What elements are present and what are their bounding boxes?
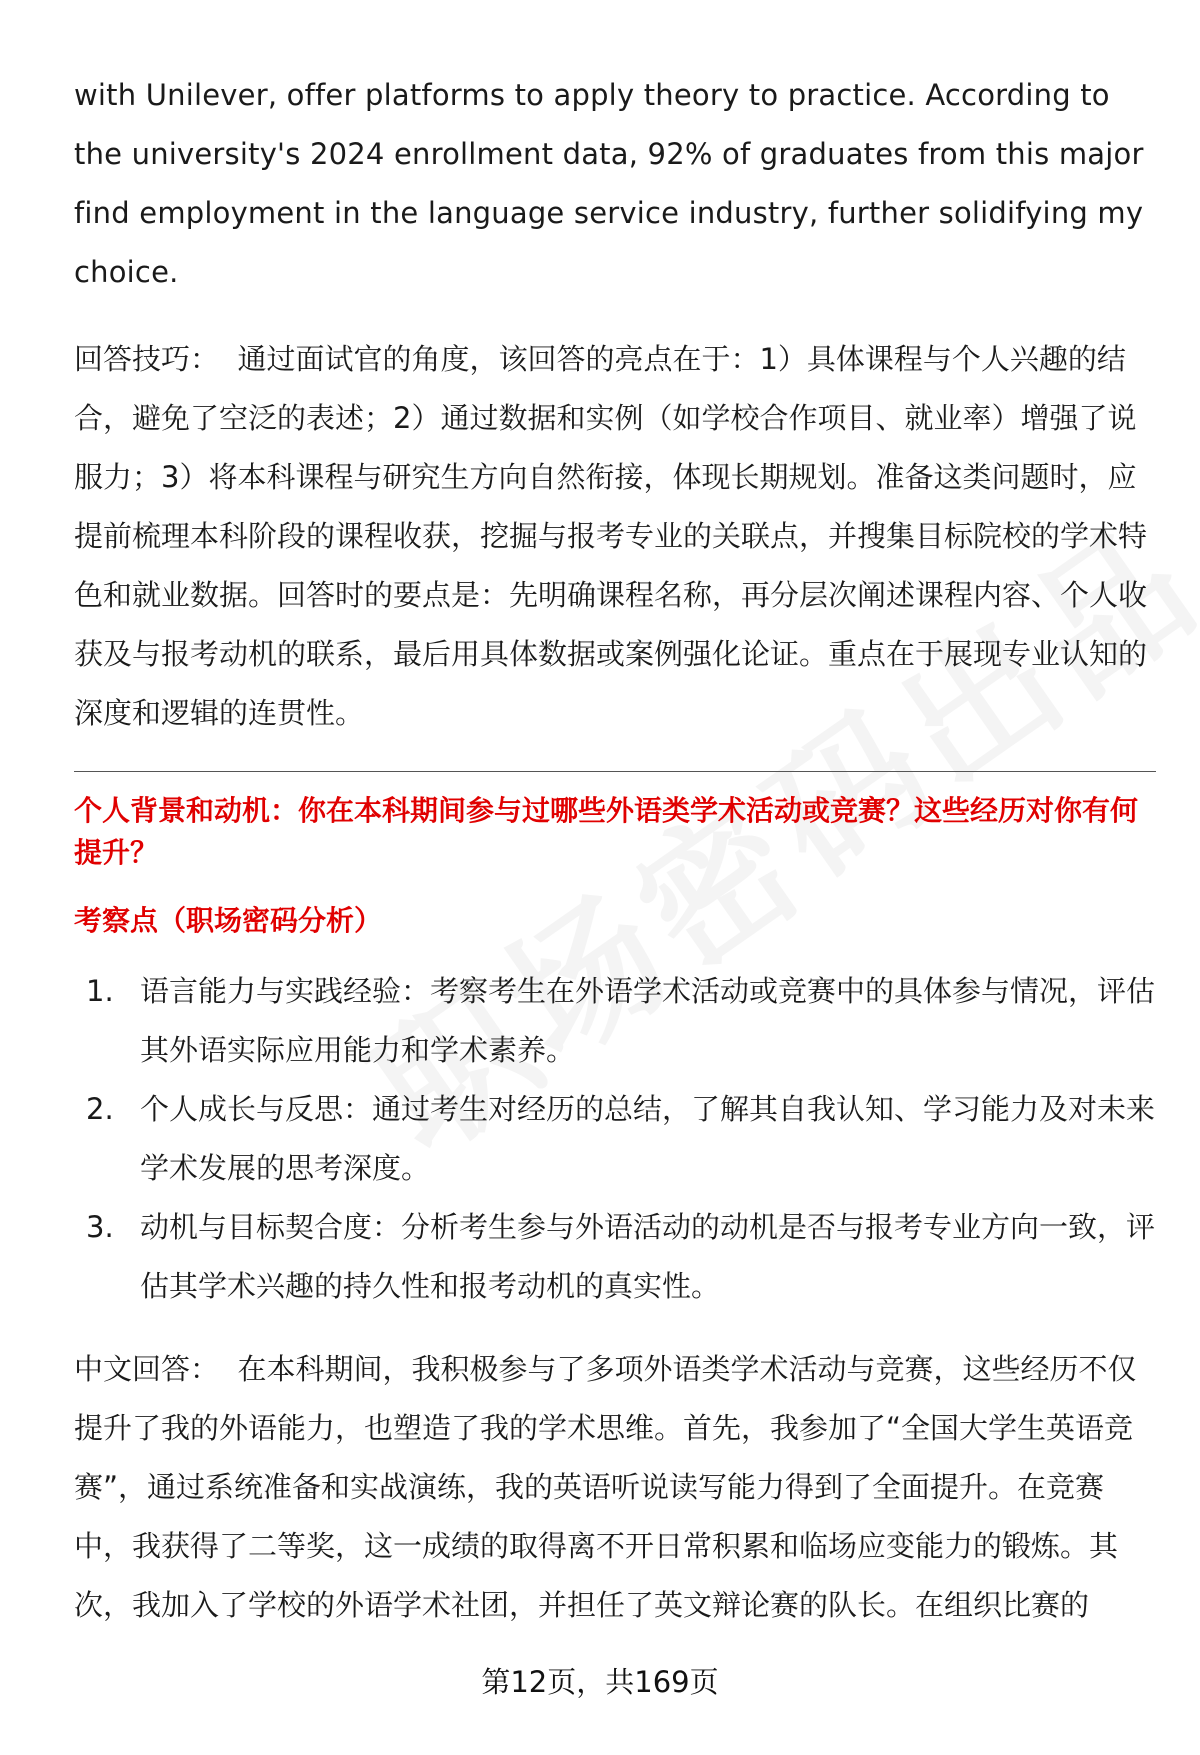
tips-label: 回答技巧： <box>74 342 220 376</box>
section-divider <box>74 771 1156 772</box>
analysis-heading: 考察点（职场密码分析） <box>74 904 383 937</box>
list-number: 2. <box>86 1092 114 1126</box>
answer-paragraph <box>74 1340 1156 1635</box>
answer-text: 在本科期间，我积极参与了多项外语类学术活动与竞赛，这些经历不仅提升了我的外语能力，也塑造了我的学术思维。首先，我参加了“全国大学生英语竞赛”，通过系统准备和实战演练，我的英语听说读写能力得到了全面提升。在竞赛中，我获得了二等奖，这一成绩的取得离不开日常积累和临场应变能力的锻炼。其次，我加入了学校的外语学术社团，并担任了英文辩论赛的队长。在组织比赛的 <box>74 1352 1137 1622</box>
tips-text: 通过面试官的角度，该回答的亮点在于：1）具体课程与个人兴趣的结合，避免了空泛的表述；2）通过数据和实例（如学校合作项目、就业率）增强了说服力；3）将本科课程与研究生方向自然衔接，体现长期规划。准备这类问题时，应提前梳理本科阶段的课程收获，挖掘与报考专业的关联点，并搜集目标院校的学术特色和就业数据。回答时的要点是：先明确课程名称，再分层次阐述课程内容、个人收获及与报考动机的联系，最后用具体数据或案例强化论证。重点在于展现专业认知的深度和逻辑的连贯性。 <box>74 342 1148 730</box>
list-item <box>74 962 1156 1080</box>
analysis-list <box>74 962 1156 1316</box>
list-text: 动机与目标契合度：分析考生参与外语活动的动机是否与报考专业方向一致，评估其学术兴趣的持久性和报考动机的真实性。 <box>140 1210 1156 1303</box>
list-item <box>74 1198 1156 1316</box>
page-footer: 第12页，共169页 <box>481 1665 719 1699</box>
tips-paragraph <box>74 330 1156 743</box>
list-text: 个人成长与反思：通过考生对经历的总结，了解其自我认知、学习能力及对未来学术发展的思考深度。 <box>140 1092 1156 1185</box>
question-heading: 个人背景和动机：你在本科期间参与过哪些外语类学术活动或竞赛？这些经历对你有何提升？ <box>74 794 1139 869</box>
list-number: 3. <box>86 1210 114 1244</box>
list-item <box>74 1080 1156 1198</box>
list-number: 1. <box>86 974 114 1008</box>
document-page <box>74 66 1156 1635</box>
answer-label: 中文回答： <box>74 1352 220 1386</box>
list-text: 语言能力与实践经验：考察考生在外语学术活动或竞赛中的具体参与情况，评估其外语实际应用能力和学术素养。 <box>140 974 1156 1067</box>
intro-paragraph: with Unilever, offer platforms to apply theory to practice. According to the university's 2024 enrollment data, 92% of graduates from this major find employment in the language service industry, further solidifying my choice. <box>74 78 1144 289</box>
